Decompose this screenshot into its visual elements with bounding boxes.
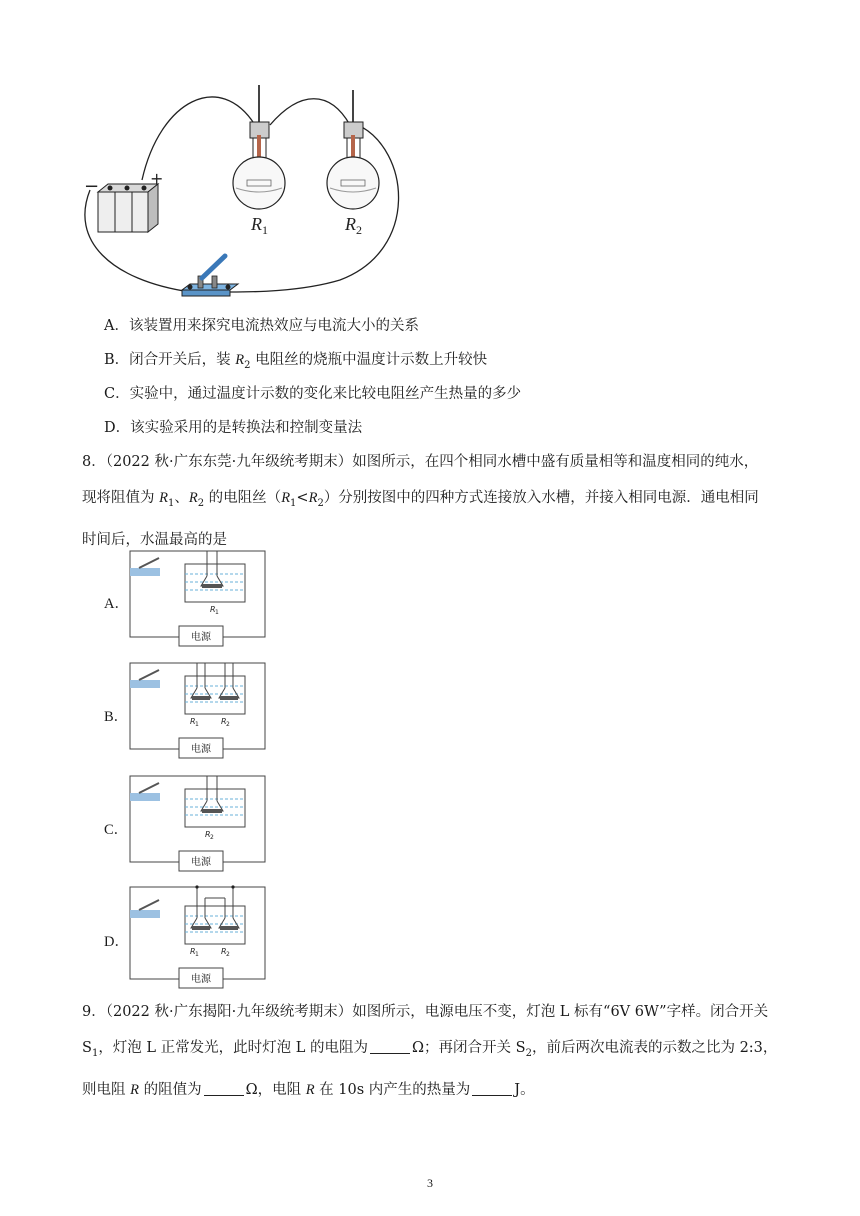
q8-line-1: 8．（2022 秋·广东东莞·九年级统考期末）如图所示，在四个相同水槽中盛有质量相等和温度相同的纯水， <box>82 454 759 470</box>
q7-option-a: A．该装置用来探究电流热效应与电流大小的关系 <box>104 318 419 334</box>
svg-text:R: R <box>221 717 227 726</box>
q8-line-3: 时间后，水温最高的是 <box>82 531 227 548</box>
svg-text:1: 1 <box>195 721 199 728</box>
answer-blank-1[interactable] <box>370 1039 410 1054</box>
knife-switch-icon <box>182 256 238 296</box>
flask-r2-icon <box>327 90 379 209</box>
page-number: 3 <box>427 1176 433 1190</box>
power-label-a: 电源 <box>191 632 211 643</box>
q8-option-c-letter: C． <box>104 822 129 838</box>
power-label-d: 电源 <box>191 974 211 985</box>
q8-option-a-letter: A． <box>104 596 129 612</box>
flask-r2-label: $R_2$ <box>345 214 362 237</box>
q8-option-a-diagram[interactable] <box>125 548 270 648</box>
battery-minus-sign: − <box>84 176 100 197</box>
svg-text:2: 2 <box>226 721 230 728</box>
q7-option-d: D．该实验采用的是转换法和控制变量法 <box>104 420 363 436</box>
svg-text:2: 2 <box>226 951 230 958</box>
svg-text:2: 2 <box>210 834 214 841</box>
q8-option-b-letter: B． <box>104 709 129 725</box>
power-label-b: 电源 <box>191 744 211 755</box>
svg-text:1: 1 <box>195 951 199 958</box>
q9-line-1: 9．（2022 秋·广东揭阳·九年级统考期末）如图所示，电源电压不变，灯泡 L 标有“6V 6W”字样。闭合开关 <box>82 1004 769 1020</box>
q8-line-2: 现将阻值为 $R_1$、$R_2$ 的电阻丝$(R_1<R_2)$分别按图中的四种方式连接放入水槽，并接入相同电源．通电相同 <box>82 490 759 509</box>
battery-icon <box>98 184 158 232</box>
svg-text:R: R <box>190 717 196 726</box>
q8-option-d-letter: D． <box>104 934 129 950</box>
battery-plus-sign: + <box>150 169 164 188</box>
q7-option-c: C．实验中，通过温度计示数的变化来比较电阻丝产生热量的多少 <box>104 386 522 402</box>
q9-stem <box>82 994 782 1108</box>
svg-text:R: R <box>210 605 216 614</box>
answer-blank-3[interactable] <box>472 1081 512 1096</box>
flask-r1-label: $R_1$ <box>251 214 268 237</box>
power-label-c: 电源 <box>191 857 211 868</box>
answer-blank-2[interactable] <box>204 1081 244 1096</box>
q8-option-b-diagram[interactable] <box>125 660 270 760</box>
q8-option-c-diagram[interactable] <box>125 773 270 873</box>
q8-stem <box>82 444 782 558</box>
q7-option-b: B．闭合开关后，装 $R_2$ 电阻丝的烧瓶中温度计示数上升较快 <box>104 352 488 371</box>
q8-option-d-diagram[interactable] <box>125 884 270 990</box>
svg-text:R: R <box>190 947 196 956</box>
svg-text:R: R <box>205 830 211 839</box>
q9-line-2: $S_1$，灯泡 L 正常发光，此时灯泡 L 的电阻为 Ω；再闭合开关 $S_2$，前后两次电流表的示数之比为 2:3， <box>82 1040 778 1059</box>
q9-line-3: 则电阻 R 的阻值为 Ω，电阻 R 在 10s 内产生的热量为 J。 <box>82 1081 535 1098</box>
wire-between-flasks <box>270 99 350 125</box>
svg-text:R: R <box>221 947 227 956</box>
q7-circuit-figure <box>70 80 420 305</box>
flask-r1-icon <box>233 85 285 209</box>
svg-text:1: 1 <box>215 609 219 616</box>
